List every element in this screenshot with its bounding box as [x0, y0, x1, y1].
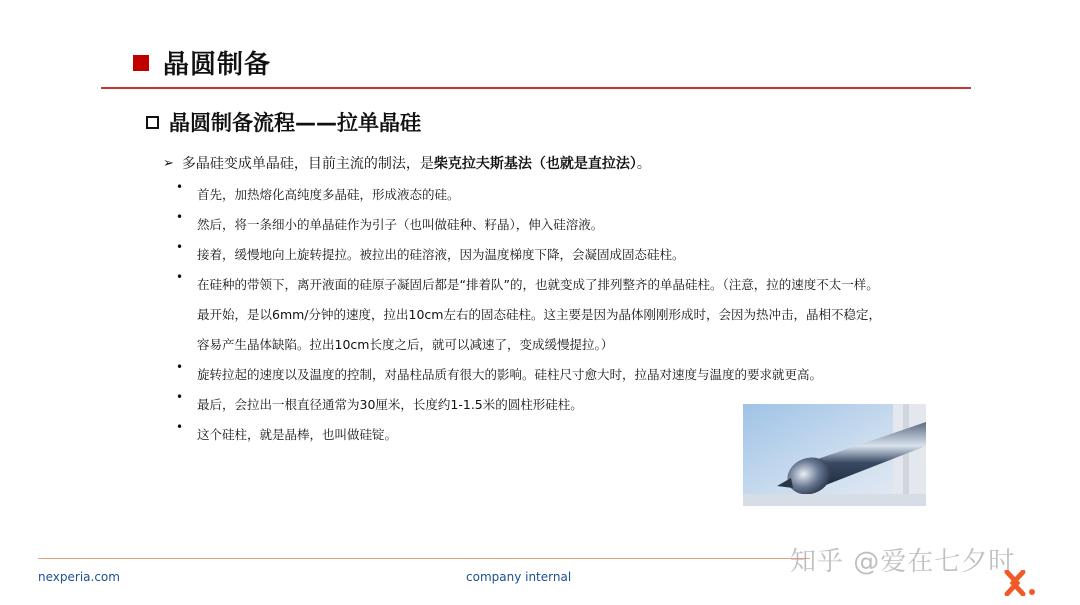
bullet-text: 最后，会拉出一根直径通常为30厘米，长度约1-1.5米的圆柱形硅柱。 [197, 397, 583, 412]
bullet-item [176, 240, 685, 270]
bullet-line: 在硅种的带领下，离开液面的硅原子凝固后都是“排着队”的，也就变成了排列整齐的单晶硅柱。（注意，拉的速度不太一样。 [197, 277, 879, 292]
slide-title: 晶圆制备 [163, 50, 272, 80]
bullet-dot-icon: • [176, 360, 184, 374]
bullet-dot-icon: • [176, 420, 184, 434]
silicon-ingot-photo [743, 404, 926, 506]
intro-prefix: 多晶硅变成单晶硅，目前主流的制法，是 [181, 156, 434, 172]
subtitle-block [146, 107, 421, 137]
bullet-dot-icon: • [176, 240, 184, 254]
bullet-dot-icon: • [176, 180, 184, 194]
arrow-bullet-icon: ➢ [163, 155, 174, 171]
footer-website[interactable]: nexperia.com [38, 570, 120, 584]
silicon-ingot-image [743, 404, 926, 506]
bullet-text: 然后，将一条细小的单晶硅作为引子（也叫做硅种、籽晶），伸入硅溶液。 [197, 217, 604, 232]
bullet-item [176, 180, 460, 210]
slide-title-block [133, 44, 271, 81]
bullet-text-multiline [197, 270, 881, 360]
title-divider [101, 87, 971, 89]
intro-suffix: 。 [636, 156, 651, 172]
bullet-line: 容易产生晶体缺陷。拉出10cm长度之后，就可以减速了，变成缓慢提拉。） [197, 337, 614, 352]
bullet-dot-icon: • [176, 270, 184, 284]
bullet-line: 最开始，是以6mm/分钟的速度，拉出10cm左右的固态硅柱。这主要是因为晶体刚刚形成时，会因为热冲击，晶相不稳定， [197, 307, 881, 322]
bullet-text: 这个硅柱，就是晶棒，也叫做硅锭。 [197, 427, 398, 442]
bullet-text: 首先，加热熔化高纯度多晶硅，形成液态的硅。 [197, 187, 460, 202]
bullet-dot-icon: • [176, 210, 184, 224]
intro-line [163, 153, 651, 173]
nexperia-x-logo-icon [1004, 570, 1038, 596]
bullet-text: 接着，缓慢地向上旋转提拉。被拉出的硅溶液，因为温度梯度下降，会凝固成固态硅柱。 [197, 247, 685, 262]
bullet-text: 旋转拉起的速度以及温度的控制，对晶柱品质有很大的影响。硅柱尺寸愈大时，拉晶对速度与温度的要求就更高。 [197, 367, 823, 382]
bullet-item [176, 420, 397, 450]
bullet-item [176, 360, 822, 390]
footer-classification: company internal [466, 570, 572, 584]
bullet-item [176, 270, 881, 360]
bullet-item [176, 210, 603, 240]
watermark-text: 知乎 @爱在七夕时 [790, 547, 1016, 577]
subtitle: 晶圆制备流程——拉单晶硅 [169, 111, 421, 135]
bullet-item [176, 390, 583, 420]
hollow-square-icon [146, 116, 159, 129]
intro-bold: 柴克拉夫斯基法（也就是直拉法） [433, 156, 637, 172]
bullet-dot-icon: • [176, 390, 184, 404]
intro-text [182, 153, 651, 173]
red-square-icon [133, 55, 149, 71]
footer-divider [38, 558, 810, 559]
